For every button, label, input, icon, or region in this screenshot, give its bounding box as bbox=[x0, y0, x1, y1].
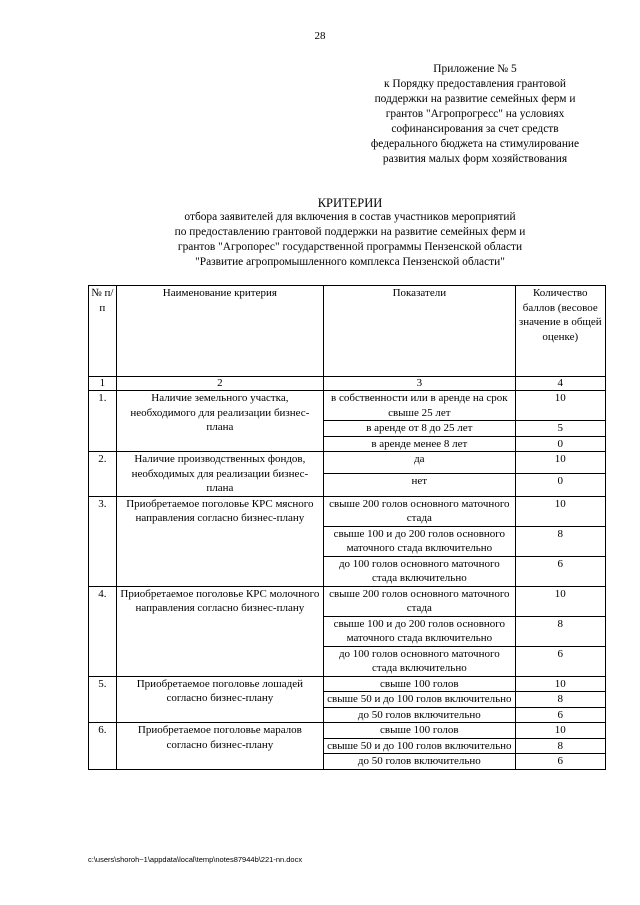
appendix-line: грантов "Агропрогресс" на условиях bbox=[385, 108, 565, 120]
appendix-line: софинансирования за счет средств bbox=[391, 123, 559, 135]
subtitle-line: отбора заявителей для включения в состав участников мероприятий bbox=[184, 211, 516, 223]
score-cell: 10 bbox=[515, 676, 605, 692]
criterion-name: Приобретаемое поголовье КРС мясного направления согласно бизнес-плану bbox=[116, 496, 323, 586]
indicator-cell: свыше 100 голов bbox=[324, 723, 515, 739]
indicator-cell: в аренде от 8 до 25 лет bbox=[324, 421, 515, 437]
score-cell: 8 bbox=[515, 692, 605, 708]
table-row bbox=[89, 723, 606, 739]
indicator-cell: да bbox=[324, 452, 515, 474]
header-cell-number: № п/п bbox=[89, 286, 117, 377]
indicator-cell: нет bbox=[324, 474, 515, 496]
criteria-table bbox=[88, 285, 606, 770]
criterion-name: Приобретаемое поголовье КРС молочного направления согласно бизнес-плану bbox=[116, 586, 323, 676]
indicator-cell: до 100 голов основного маточного стада включительно bbox=[324, 556, 515, 586]
document-title: КРИТЕРИИ bbox=[317, 196, 383, 210]
indicator-cell: свыше 50 и до 100 голов включительно bbox=[324, 738, 515, 754]
footer-file-path: c:\users\shoroh~1\appdata\local\temp\notes87944b\221-nn.docx bbox=[88, 855, 303, 864]
criterion-name: Наличие производственных фондов, необходимых для реализации бизнес-плана bbox=[116, 452, 323, 497]
appendix-line: Приложение № 5 bbox=[433, 63, 517, 75]
score-cell: 6 bbox=[515, 556, 605, 586]
indicator-cell: до 50 голов включительно bbox=[324, 707, 515, 723]
index-cell: 2 bbox=[116, 377, 323, 391]
criterion-number: 4. bbox=[89, 586, 117, 676]
score-cell: 8 bbox=[515, 616, 605, 646]
header-cell-score: Количество баллов (весовое значение в общей оценке) bbox=[515, 286, 605, 377]
indicator-cell: свыше 50 и до 100 голов включительно bbox=[324, 692, 515, 708]
score-cell: 5 bbox=[515, 421, 605, 437]
table-row bbox=[89, 586, 606, 616]
criterion-number: 5. bbox=[89, 676, 117, 723]
criterion-number: 3. bbox=[89, 496, 117, 586]
table-header-row bbox=[89, 286, 606, 377]
score-cell: 10 bbox=[515, 723, 605, 739]
score-cell: 8 bbox=[515, 738, 605, 754]
criterion-number: 6. bbox=[89, 723, 117, 770]
criterion-number: 1. bbox=[89, 391, 117, 452]
score-cell: 6 bbox=[515, 646, 605, 676]
appendix-line: к Порядку предоставления грантовой bbox=[383, 78, 567, 90]
index-cell: 3 bbox=[324, 377, 515, 391]
indicator-cell: свыше 200 голов основного маточного стада bbox=[324, 586, 515, 616]
criterion-name: Наличие земельного участка, необходимого для реализации бизнес-плана bbox=[116, 391, 323, 452]
appendix-line: развития малых форм хозяйствования bbox=[382, 153, 568, 165]
header-cell-criterion: Наименование критерия bbox=[116, 286, 323, 377]
subtitle-line: грантов "Агропорес" государственной программы Пензенской области bbox=[177, 241, 523, 253]
table-row bbox=[89, 676, 606, 692]
score-cell: 10 bbox=[515, 586, 605, 616]
header-cell-indicators: Показатели bbox=[324, 286, 515, 377]
indicator-cell: свыше 200 голов основного маточного стада bbox=[324, 496, 515, 526]
score-cell: 10 bbox=[515, 496, 605, 526]
indicator-cell: в собственности или в аренде на срок свыше 25 лет bbox=[324, 391, 515, 421]
indicator-cell: до 50 голов включительно bbox=[324, 754, 515, 770]
score-cell: 8 bbox=[515, 526, 605, 556]
appendix-line: федерального бюджета на стимулирование bbox=[370, 138, 580, 150]
table-index-row bbox=[89, 377, 606, 391]
table-row bbox=[89, 496, 606, 526]
table-row bbox=[89, 452, 606, 474]
criterion-name: Приобретаемое поголовье лошадей согласно бизнес-плану bbox=[116, 676, 323, 723]
criterion-number: 2. bbox=[89, 452, 117, 497]
indicator-cell: в аренде менее 8 лет bbox=[324, 436, 515, 452]
score-cell: 0 bbox=[515, 436, 605, 452]
score-cell: 0 bbox=[515, 474, 605, 496]
score-cell: 10 bbox=[515, 391, 605, 421]
page-number: 28 bbox=[314, 30, 326, 42]
indicator-cell: до 100 голов основного маточного стада включительно bbox=[324, 646, 515, 676]
table-row bbox=[89, 391, 606, 421]
appendix-line: поддержки на развитие семейных ферм и bbox=[374, 93, 576, 105]
appendix-header bbox=[355, 62, 595, 167]
index-cell: 1 bbox=[89, 377, 117, 391]
criterion-name: Приобретаемое поголовье маралов согласно бизнес-плану bbox=[116, 723, 323, 770]
score-cell: 6 bbox=[515, 754, 605, 770]
indicator-cell: свыше 100 голов bbox=[324, 676, 515, 692]
score-cell: 10 bbox=[515, 452, 605, 474]
index-cell: 4 bbox=[515, 377, 605, 391]
indicator-cell: свыше 100 и до 200 голов основного маточного стада включительно bbox=[324, 526, 515, 556]
score-cell: 6 bbox=[515, 707, 605, 723]
subtitle-line: по предоставлению грантовой поддержки на развитие семейных ферм и bbox=[174, 226, 526, 238]
document-subtitle bbox=[0, 210, 640, 270]
indicator-cell: свыше 100 и до 200 голов основного маточного стада включительно bbox=[324, 616, 515, 646]
subtitle-line: "Развитие агропромышленного комплекса Пензенской области" bbox=[195, 256, 505, 268]
